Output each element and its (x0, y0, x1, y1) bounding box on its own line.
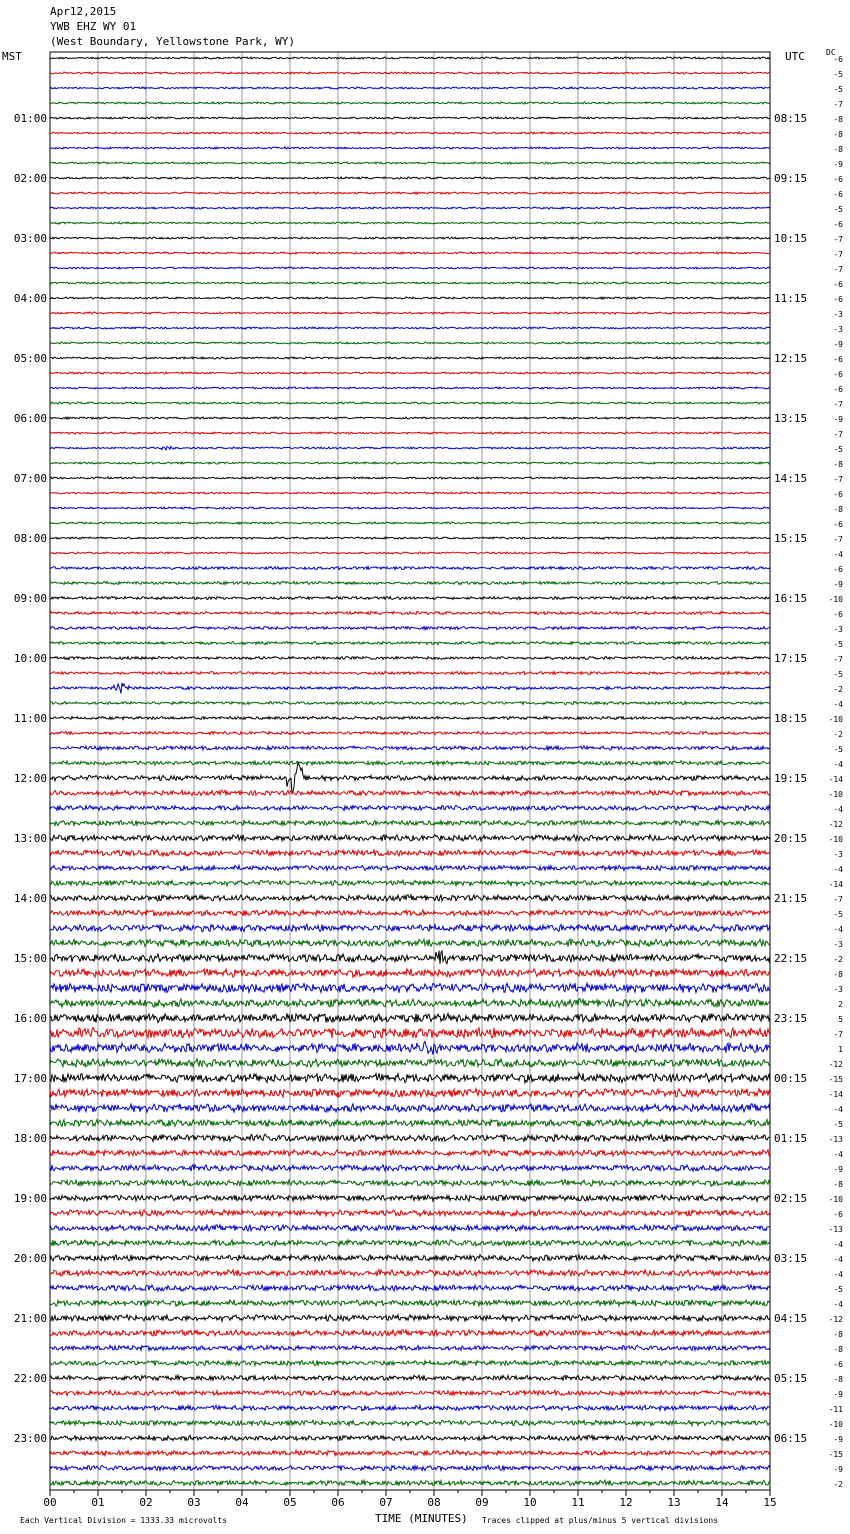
seismic-trace (50, 282, 770, 284)
seismic-trace (50, 222, 770, 224)
seismic-trace (50, 1089, 770, 1098)
dc-offset-label: -6 (833, 520, 843, 529)
dc-offset-label: -4 (833, 925, 843, 934)
seismic-trace (50, 1180, 770, 1186)
seismic-trace (50, 477, 770, 479)
seismic-trace (50, 192, 770, 194)
seismic-trace (50, 1465, 770, 1470)
dc-offset-label: 2 (838, 1000, 843, 1009)
seismic-trace (50, 596, 770, 599)
seismic-trace (50, 1240, 770, 1246)
seismic-trace (50, 207, 770, 209)
x-tick-label: 05 (283, 1496, 297, 1509)
dc-offset-label: -4 (833, 1150, 843, 1159)
seismic-trace (50, 1119, 770, 1126)
dc-offset-label: -2 (833, 1480, 843, 1489)
seismic-trace (50, 805, 770, 810)
utc-hour-label: 18:15 (774, 712, 808, 725)
dc-offset-label: -6 (833, 610, 843, 619)
dc-offset-label: -4 (833, 1240, 843, 1249)
dc-offset-label: -10 (828, 715, 843, 724)
seismic-trace (50, 1345, 770, 1350)
mst-hour-label: 22:00 (13, 1372, 47, 1385)
x-tick-label: 07 (379, 1496, 393, 1509)
dc-offset-label: -13 (828, 1135, 843, 1144)
seismic-trace (50, 87, 770, 89)
dc-offset-label: -7 (833, 100, 843, 109)
x-tick-label: 15 (763, 1496, 777, 1509)
dc-offset-label: -8 (833, 1180, 843, 1189)
dc-offset-label: -5 (833, 85, 843, 94)
dc-offset-label: -6 (833, 55, 843, 64)
station-code: YWB EHZ WY 01 (50, 20, 137, 33)
seismic-trace (50, 656, 770, 659)
x-tick-label: 14 (715, 1496, 729, 1509)
mst-hour-label: 16:00 (13, 1012, 47, 1025)
dc-offset-label: -7 (833, 1030, 843, 1039)
seismic-trace (50, 297, 770, 299)
dc-offset-label: -9 (833, 1390, 843, 1399)
utc-hour-label: 14:15 (774, 472, 808, 485)
utc-hour-label: 09:15 (774, 172, 808, 185)
seismic-trace (50, 522, 770, 524)
seismic-trace (50, 1195, 770, 1201)
dc-offset-label: -4 (833, 1270, 843, 1279)
utc-hour-label: 04:15 (774, 1312, 808, 1325)
dc-offset-label: -12 (828, 820, 843, 829)
seismic-trace (50, 731, 770, 734)
seismic-trace (50, 446, 770, 450)
seismic-trace (50, 357, 770, 359)
dc-offset-label: -7 (833, 265, 843, 274)
seismic-trace (50, 552, 770, 554)
seismic-trace (50, 865, 770, 870)
utc-hour-label: 03:15 (774, 1252, 808, 1265)
dc-offset-label: -9 (833, 1165, 843, 1174)
utc-hour-label: 01:15 (774, 1132, 808, 1145)
x-tick-label: 10 (523, 1496, 537, 1509)
seismic-trace (50, 880, 770, 885)
dc-offset-label: -6 (833, 295, 843, 304)
seismic-trace (50, 492, 770, 494)
mst-hour-label: 03:00 (13, 232, 47, 245)
dc-offset-label: -3 (833, 985, 843, 994)
dc-offset-label: -5 (833, 70, 843, 79)
seismic-trace (50, 716, 770, 719)
seismic-trace (50, 312, 770, 314)
mst-hour-label: 09:00 (13, 592, 47, 605)
mst-hour-label: 02:00 (13, 172, 47, 185)
utc-hour-label: 20:15 (774, 832, 808, 845)
seismic-trace (50, 969, 770, 978)
clip-note: Traces clipped at plus/minus 5 vertical divisions (482, 1516, 719, 1525)
dc-offset-label: -2 (833, 955, 843, 964)
seismic-trace (50, 924, 770, 931)
dc-offset-label: -9 (833, 415, 843, 424)
x-tick-label: 13 (667, 1496, 681, 1509)
dc-offset-label: -6 (833, 1210, 843, 1219)
seismic-trace (50, 642, 770, 645)
dc-offset-label: -8 (833, 505, 843, 514)
mst-hour-label: 08:00 (13, 532, 47, 545)
mst-hour-label: 14:00 (13, 892, 47, 905)
dc-offset-label: -6 (833, 1360, 843, 1369)
x-tick-label: 06 (331, 1496, 345, 1509)
seismic-trace (50, 1285, 770, 1291)
dc-offset-label: -8 (833, 970, 843, 979)
mst-hour-label: 12:00 (13, 772, 47, 785)
seismic-trace (50, 537, 770, 539)
seismic-trace (50, 417, 770, 419)
dc-offset-label: -14 (828, 775, 843, 784)
dc-offset-label: -12 (828, 1315, 843, 1324)
seismic-trace (50, 1270, 770, 1276)
dc-offset-label: -15 (828, 1075, 843, 1084)
dc-offset-label: -7 (833, 475, 843, 484)
x-tick-label: 01 (91, 1496, 105, 1509)
dc-offset-label: -4 (833, 805, 843, 814)
dc-offset-label: -5 (833, 640, 843, 649)
seismic-trace (50, 1420, 770, 1425)
dc-offset-label: -9 (833, 160, 843, 169)
seismic-trace (50, 611, 770, 614)
seismic-trace (50, 566, 770, 569)
seismic-trace (50, 237, 770, 239)
dc-offset-label: -4 (833, 550, 843, 559)
seismic-trace (50, 162, 770, 164)
seismic-trace (50, 1134, 770, 1141)
dc-offset-label: -8 (833, 145, 843, 154)
seismic-trace (50, 895, 770, 901)
utc-hour-label: 23:15 (774, 1012, 808, 1025)
seismic-trace (50, 626, 770, 629)
seismic-trace (50, 117, 770, 119)
station-location: (West Boundary, Yellowstone Park, WY) (50, 35, 296, 48)
utc-hour-label: 08:15 (774, 112, 808, 125)
seismic-trace (50, 57, 770, 59)
seismic-trace (50, 327, 770, 329)
seismic-trace (50, 462, 770, 464)
seismic-trace (50, 1255, 770, 1261)
seismic-trace (50, 372, 770, 374)
seismic-trace (50, 1210, 770, 1216)
seismic-trace (50, 342, 770, 344)
dc-offset-label: -3 (833, 625, 843, 634)
dc-offset-label: -9 (833, 1435, 843, 1444)
x-tick-label: 08 (427, 1496, 441, 1509)
seismic-trace (50, 102, 770, 104)
dc-offset-label: -5 (833, 1285, 843, 1294)
seismic-trace (50, 1360, 770, 1365)
dc-offset-label: -6 (833, 190, 843, 199)
utc-hour-label: 10:15 (774, 232, 808, 245)
dc-offset-label: -6 (833, 385, 843, 394)
dc-offset-label: -8 (833, 460, 843, 469)
dc-offset-label: -10 (828, 835, 843, 844)
mst-hour-label: 04:00 (13, 292, 47, 305)
dc-offset-label: -8 (833, 1330, 843, 1339)
dc-offset-label: -5 (833, 910, 843, 919)
dc-offset-label: -6 (833, 220, 843, 229)
dc-offset-label: -7 (833, 400, 843, 409)
dc-offset-label: 5 (838, 1015, 843, 1024)
dc-offset-label: -11 (828, 1405, 843, 1414)
dc-offset-label: -9 (833, 340, 843, 349)
dc-offset-label: -13 (828, 1225, 843, 1234)
dc-offset-label: -4 (833, 1300, 843, 1309)
mst-hour-label: 10:00 (13, 652, 47, 665)
utc-hour-label: 11:15 (774, 292, 808, 305)
seismic-trace (50, 683, 770, 694)
seismic-trace (50, 850, 770, 856)
dc-offset-label: -5 (833, 670, 843, 679)
seismic-trace (50, 1028, 770, 1038)
dc-offset-label: -8 (833, 1375, 843, 1384)
seismic-trace (50, 72, 770, 74)
dc-offset-label: -6 (833, 565, 843, 574)
seismic-trace (50, 1450, 770, 1455)
seismic-trace (50, 1150, 770, 1156)
seismic-trace (50, 252, 770, 254)
x-tick-label: 12 (619, 1496, 633, 1509)
seismic-trace (50, 983, 770, 993)
utc-hour-label: 02:15 (774, 1192, 808, 1205)
scale-note: Each Vertical Division = 1333.33 microvolts (20, 1516, 228, 1525)
dc-offset-label: -7 (833, 895, 843, 904)
dc-offset-label: -3 (833, 325, 843, 334)
dc-offset-label: -12 (828, 1060, 843, 1069)
dc-offset-label: -6 (833, 490, 843, 499)
utc-hour-label: 12:15 (774, 352, 808, 365)
dc-offset-label: -6 (833, 355, 843, 364)
seismic-trace (50, 761, 770, 765)
x-tick-label: 11 (571, 1496, 585, 1509)
dc-offset-label: -15 (828, 1450, 843, 1459)
dc-offset-label: -5 (833, 745, 843, 754)
dc-offset-label: -10 (828, 790, 843, 799)
dc-offset-label: -8 (833, 130, 843, 139)
mst-hour-label: 20:00 (13, 1252, 47, 1265)
dc-label: DC (826, 48, 836, 57)
dc-offset-label: -9 (833, 1465, 843, 1474)
dc-offset-label: -7 (833, 655, 843, 664)
dc-offset-label: -6 (833, 280, 843, 289)
dc-offset-label: -3 (833, 850, 843, 859)
dc-offset-label: -5 (833, 445, 843, 454)
seismic-trace (50, 701, 770, 704)
seismic-trace (50, 835, 770, 841)
record-date: Apr12,2015 (50, 5, 117, 18)
dc-offset-label: 1 (838, 1045, 843, 1054)
x-tick-label: 04 (235, 1496, 249, 1509)
dc-offset-label: -14 (828, 1090, 843, 1099)
seismic-trace (50, 1165, 770, 1171)
utc-hour-label: 21:15 (774, 892, 808, 905)
seismic-trace (50, 147, 770, 149)
utc-hour-label: 13:15 (774, 412, 808, 425)
mst-hour-label: 06:00 (13, 412, 47, 425)
seismic-trace (50, 1330, 770, 1336)
seismic-trace (50, 939, 770, 946)
mst-hour-label: 11:00 (13, 712, 47, 725)
mst-hour-label: 23:00 (13, 1432, 47, 1445)
seismic-trace (50, 1405, 770, 1410)
seismic-trace (50, 1059, 770, 1067)
dc-offset-label: -14 (828, 880, 843, 889)
seismic-trace (50, 507, 770, 509)
dc-offset-label: -7 (833, 430, 843, 439)
x-tick-label: 03 (187, 1496, 201, 1509)
seismic-trace (50, 1375, 770, 1380)
seismic-trace (50, 1315, 770, 1321)
seismic-trace (50, 1390, 770, 1395)
seismic-trace (50, 746, 770, 750)
seismic-trace (50, 432, 770, 434)
seismic-trace (50, 999, 770, 1007)
seismic-trace (50, 1480, 770, 1485)
seismic-trace (50, 820, 770, 825)
seismic-trace (50, 132, 770, 134)
dc-offset-label: -2 (833, 730, 843, 739)
utc-hour-label: 06:15 (774, 1432, 808, 1445)
utc-hour-label: 15:15 (774, 532, 808, 545)
seismic-trace (50, 671, 770, 674)
dc-offset-label: -8 (833, 1345, 843, 1354)
dc-offset-label: -8 (833, 115, 843, 124)
dc-offset-label: -7 (833, 235, 843, 244)
dc-offset-label: -9 (833, 580, 843, 589)
mst-label: MST (2, 50, 22, 63)
utc-hour-label: 05:15 (774, 1372, 808, 1385)
seismic-trace (50, 267, 770, 269)
utc-hour-label: 00:15 (774, 1072, 808, 1085)
utc-hour-label: 17:15 (774, 652, 808, 665)
dc-offset-label: -3 (833, 940, 843, 949)
dc-offset-label: -5 (833, 205, 843, 214)
mst-hour-label: 17:00 (13, 1072, 47, 1085)
seismic-trace (50, 1013, 770, 1022)
dc-offset-label: -4 (833, 700, 843, 709)
seismic-trace (50, 387, 770, 389)
seismic-trace (50, 763, 770, 794)
dc-offset-label: -7 (833, 535, 843, 544)
x-tick-label: 09 (475, 1496, 489, 1509)
seismic-trace (50, 790, 770, 795)
dc-offset-label: -4 (833, 1105, 843, 1114)
utc-hour-label: 16:15 (774, 592, 808, 605)
seismic-trace (50, 1225, 770, 1231)
dc-offset-label: -4 (833, 760, 843, 769)
mst-hour-label: 13:00 (13, 832, 47, 845)
dc-offset-label: -2 (833, 685, 843, 694)
seismic-trace (50, 581, 770, 584)
utc-hour-label: 22:15 (774, 952, 808, 965)
seismic-trace (50, 1073, 770, 1083)
dc-offset-label: -10 (828, 595, 843, 604)
mst-hour-label: 18:00 (13, 1132, 47, 1145)
seismic-trace (50, 951, 770, 964)
dc-offset-label: -3 (833, 310, 843, 319)
dc-offset-label: -10 (828, 1420, 843, 1429)
mst-hour-label: 01:00 (13, 112, 47, 125)
seismic-trace (50, 1104, 770, 1113)
mst-hour-label: 07:00 (13, 472, 47, 485)
dc-offset-label: -5 (833, 1120, 843, 1129)
x-tick-label: 00 (43, 1496, 57, 1509)
dc-offset-label: -4 (833, 1255, 843, 1264)
mst-hour-label: 21:00 (13, 1312, 47, 1325)
x-axis-title: TIME (MINUTES) (375, 1512, 468, 1525)
seismic-trace (50, 1041, 770, 1054)
seismic-trace (50, 1300, 770, 1306)
utc-hour-label: 19:15 (774, 772, 808, 785)
x-tick-label: 02 (139, 1496, 153, 1509)
dc-offset-label: -10 (828, 1195, 843, 1204)
dc-offset-label: -7 (833, 250, 843, 259)
utc-label: UTC (785, 50, 805, 63)
mst-hour-label: 05:00 (13, 352, 47, 365)
mst-hour-label: 15:00 (13, 952, 47, 965)
mst-hour-label: 19:00 (13, 1192, 47, 1205)
seismic-trace (50, 1435, 770, 1440)
dc-offset-label: -4 (833, 865, 843, 874)
seismic-trace (50, 177, 770, 179)
dc-offset-label: -6 (833, 370, 843, 379)
seismic-trace (50, 910, 770, 916)
dc-offset-label: -6 (833, 175, 843, 184)
seismic-trace (50, 402, 770, 404)
